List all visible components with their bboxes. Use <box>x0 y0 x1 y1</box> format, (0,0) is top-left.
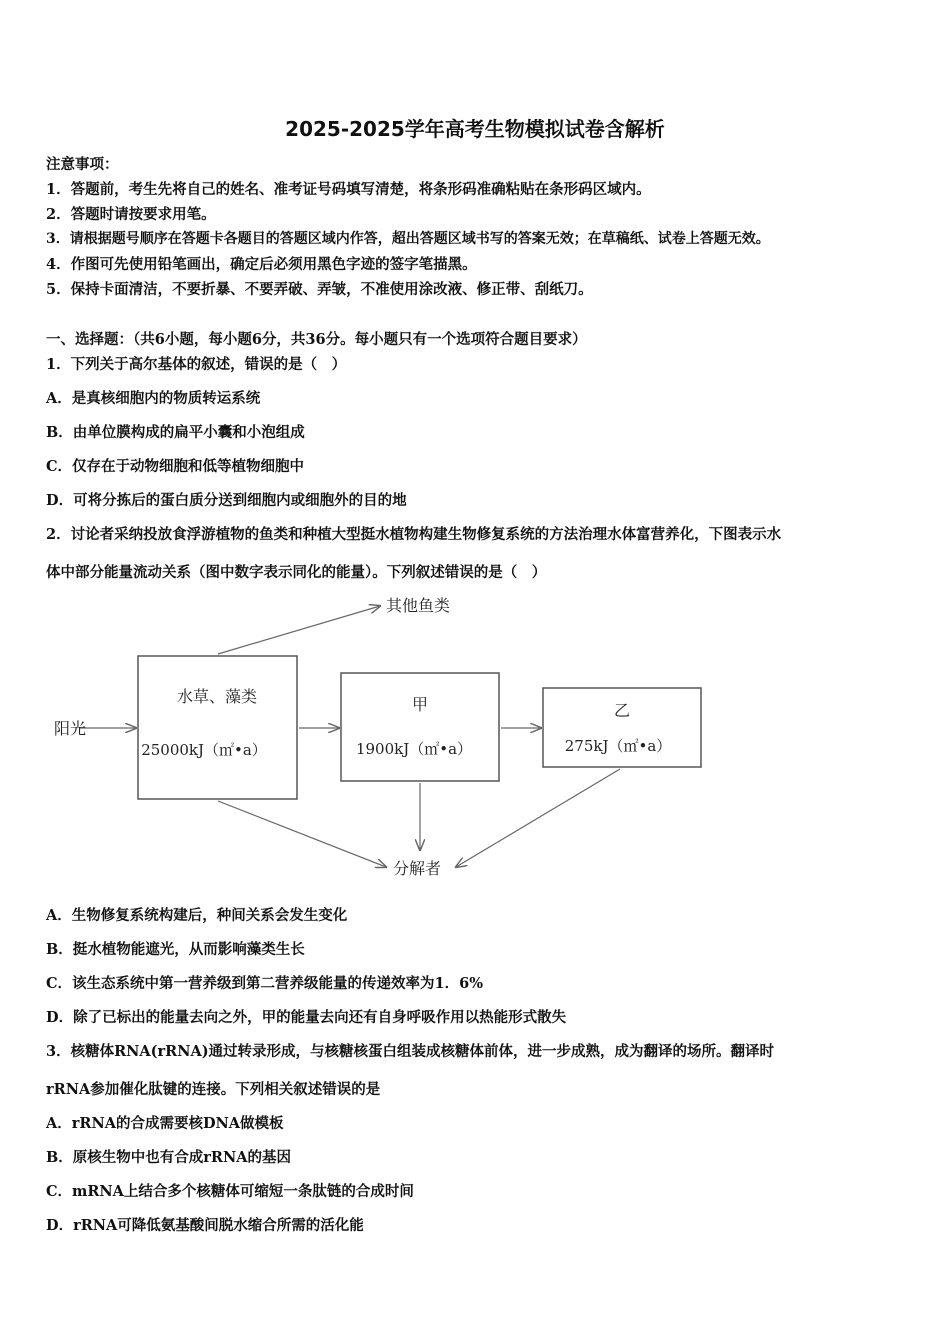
question-1-stem: 1．下列关于高尔基体的叙述，错误的是（ ） <box>46 356 347 373</box>
question-3-stem-line1: 3．核糖体RNA(rRNA)通过转录形成，与核糖核蛋白组装成核糖体前体，进一步成熟，成为翻译的场所。翻译时 <box>46 1043 775 1060</box>
question-1-option-b: B．由单位膜构成的扁平小囊和小泡组成 <box>46 424 305 441</box>
notice-item: 5．保持卡面清洁，不要折暴、不要弄破、弄皱，不准使用涂改液、修正带、刮纸刀。 <box>46 281 593 298</box>
question-1-option-d: D．可将分拣后的蛋白质分送到细胞内或细胞外的目的地 <box>46 492 407 509</box>
energy-flow-diagram <box>40 588 720 888</box>
question-3-option-b: B．原核生物中也有合成rRNA的基因 <box>46 1149 291 1166</box>
question-2-option-d: D．除了已标出的能量去向之外，甲的能量去向还有自身呼吸作用以热能形式散失 <box>46 1009 567 1026</box>
question-3-option-a: A．rRNA的合成需要核DNA做模板 <box>46 1115 284 1132</box>
box-jia <box>341 673 499 781</box>
question-2-stem-line2: 体中部分能量流动关系（图中数字表示同化的能量）。下列叙述错误的是（ ） <box>46 564 547 581</box>
yi-energy: 275kJ（㎡•a） <box>564 737 672 755</box>
other-fish-label: 其他鱼类 <box>386 596 451 615</box>
question-3-stem-line2: rRNA参加催化肽键的连接。下列相关叙述错误的是 <box>46 1081 381 1098</box>
question-2-option-b: B．挺水植物能遮光，从而影响藻类生长 <box>46 941 305 958</box>
question-1-option-a: A．是真核细胞内的物质转运系统 <box>46 390 261 407</box>
question-1-option-c: C．仅存在于动物细胞和低等植物细胞中 <box>46 458 305 475</box>
jia-energy: 1900kJ（㎡•a） <box>355 740 473 758</box>
question-2-option-a: A．生物修复系统构建后，种间关系会发生变化 <box>46 907 348 924</box>
notice-item: 4．作图可先使用铅笔画出，确定后必须用黑色字迹的签字笔描黑。 <box>46 256 477 273</box>
notice-item: 3．请根据题号顺序在答题卡各题目的答题区域内作答，超出答题区域书写的答案无效；在草稿纸、试卷上答题无效。 <box>46 231 770 247</box>
question-3-option-d: D．rRNA可降低氨基酸间脱水缩合所需的活化能 <box>46 1217 364 1234</box>
page-title: 2025-2025学年高考生物模拟试卷含解析 <box>285 117 665 141</box>
question-2-stem-line1: 2．讨论者采纳投放食浮游植物的鱼类和种植大型挺水植物构建生物修复系统的方法治理水体富营养化，下图表示水 <box>46 526 782 543</box>
jia-name: 甲 <box>411 695 429 714</box>
notice-heading: 注意事项： <box>46 156 119 173</box>
section-heading: 一、选择题：（共6小题，每小题6分，共36分。每小题只有一个选项符合题目要求） <box>46 331 587 348</box>
question-3-option-c: C．mRNA上结合多个核糖体可缩短一条肽链的合成时间 <box>46 1183 414 1200</box>
producer-energy: 25000kJ（㎡•a） <box>141 741 267 759</box>
notice-item: 1．答题前，考生先将自己的姓名、准考证号码填写清楚，将条形码准确粘贴在条形码区域内。 <box>46 181 651 198</box>
notice-item: 2．答题时请按要求用笔。 <box>46 206 216 223</box>
sunlight-label: 阳光 <box>54 719 87 738</box>
producer-box <box>138 656 297 799</box>
question-2-option-c: C．该生态系统中第一营养级到第二营养级能量的传递效率为1．6% <box>46 975 483 992</box>
decomposer-label: 分解者 <box>393 859 442 878</box>
producer-name: 水草、藻类 <box>176 687 258 706</box>
yi-name: 乙 <box>613 701 631 720</box>
box-yi <box>543 688 701 767</box>
